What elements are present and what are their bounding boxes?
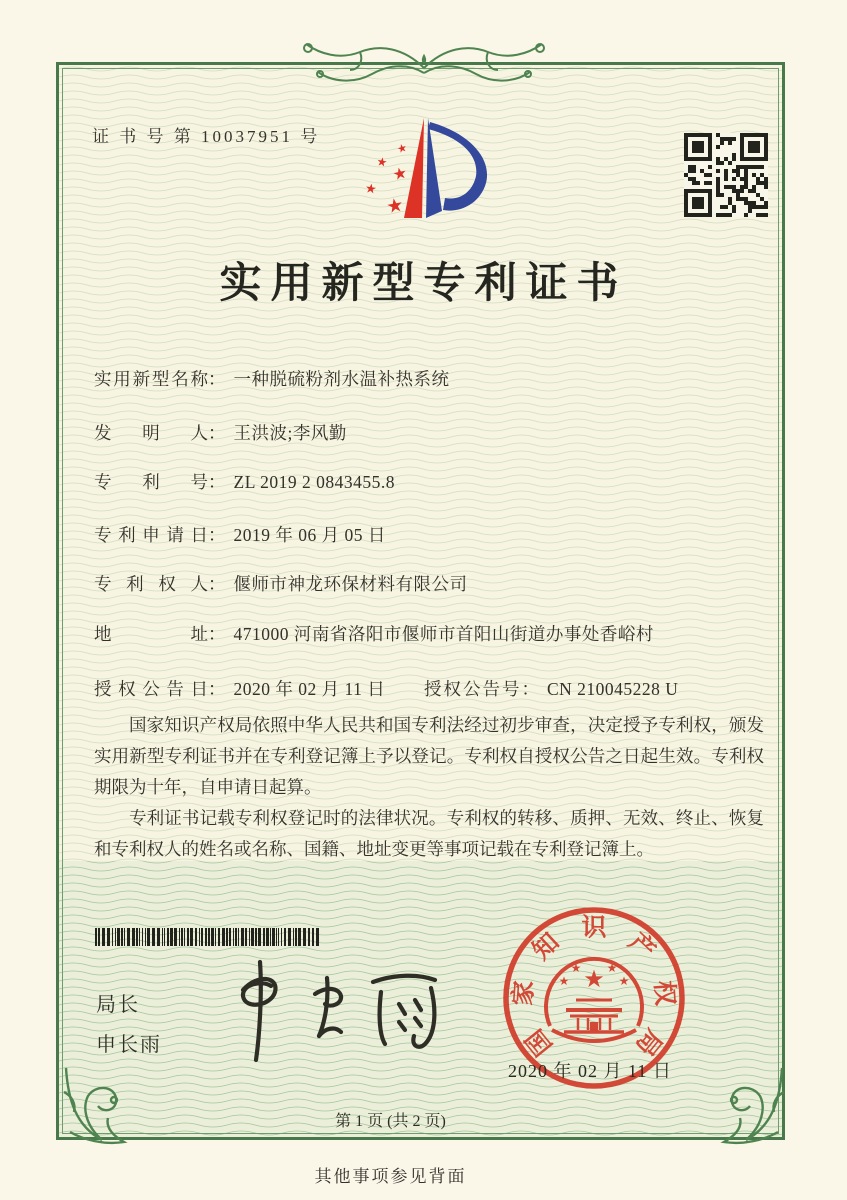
field-label: 授权公告号 — [424, 679, 522, 699]
svg-text:★: ★ — [606, 961, 618, 975]
field-label: 授权公告日 — [94, 679, 208, 699]
field-label: 专利权人 — [94, 574, 208, 594]
bottom-right-flourish — [700, 1062, 790, 1147]
field-utility-model-name: 实用新型名称： 一种脱硫粉剂水温补热系统 — [94, 366, 784, 391]
top-border-ornament — [294, 40, 554, 94]
field-filing-date: 专利申请日： 2019 年 06 月 05 日 — [94, 522, 784, 547]
field-patent-number: 专利号： ZL 2019 2 0843455.8 — [94, 469, 784, 494]
field-patentee: 专利权人： 偃师市神龙环保材料有限公司 — [94, 571, 784, 596]
svg-text:★: ★ — [583, 967, 605, 993]
svg-text:★: ★ — [391, 164, 409, 185]
svg-text:国: 国 — [521, 1023, 558, 1061]
legal-text-block — [94, 710, 764, 865]
field-label: 发明人 — [94, 423, 208, 443]
certificate-number: 证 书 号 第 10037951 号 — [92, 127, 321, 146]
field-grant-publication: 授权公告日： 2020 年 02 月 11 日 授权公告号： CN 210045228 U — [94, 676, 784, 701]
field-value: ZL 2019 2 0843455.8 — [233, 472, 395, 492]
page-number: 第 1 页 (共 2 页) — [335, 1113, 446, 1130]
svg-text:★: ★ — [384, 194, 406, 219]
field-value: CN 210045228 U — [547, 679, 679, 699]
qr-code — [684, 133, 768, 217]
svg-text:知: 知 — [527, 928, 565, 966]
legal-paragraph-1: 国家知识产权局依照中华人民共和国专利法经过初步审查，决定授予专利权，颁发实用新型专利证书并在专利登记簿上予以登记。专利权自授权公告之日起生效。专利权期限为十年，自申请日起算。 — [94, 715, 764, 797]
svg-text:★: ★ — [570, 961, 582, 975]
field-label: 专利申请日 — [94, 525, 208, 545]
field-address: 地址： 471000 河南省洛阳市偃师市首阳山街道办事处香峪村 — [94, 621, 784, 646]
svg-text:权: 权 — [649, 979, 679, 1007]
field-grant-publication-number: 授权公告号： CN 210045228 U — [424, 676, 678, 701]
legal-paragraph-2: 专利证书记载专利权登记时的法律状况。专利权的转移、质押、无效、终止、恢复和专利权人的姓名或名称、国籍、地址变更等事项记载在专利登记簿上。 — [94, 808, 764, 859]
svg-text:★: ★ — [558, 974, 570, 988]
field-value: 471000 河南省洛阳市偃师市首阳山街道办事处香峪村 — [233, 624, 654, 644]
director-title: 局长 — [96, 994, 140, 1016]
field-value: 2020 年 02 月 11 日 — [233, 679, 386, 699]
cnipa-logo-icon — [358, 112, 498, 236]
field-label: 地址 — [94, 624, 208, 644]
field-value: 2019 年 06 月 05 日 — [233, 525, 386, 545]
field-inventors: 发明人： 王洪波;李风勤 — [94, 420, 784, 445]
back-side-note: 其他事项参见背面 — [314, 1167, 467, 1186]
svg-text:★: ★ — [618, 974, 630, 988]
director-name: 申长雨 — [96, 1034, 162, 1056]
field-value: 偃师市神龙环保材料有限公司 — [233, 574, 468, 594]
svg-text:产: 产 — [623, 928, 661, 966]
svg-text:★: ★ — [364, 180, 378, 197]
handwritten-signature — [215, 948, 445, 1068]
svg-text:★: ★ — [375, 154, 389, 170]
field-label: 实用新型名称 — [94, 369, 208, 389]
field-value: 王洪波;李风勤 — [233, 423, 347, 443]
svg-text:★: ★ — [395, 141, 409, 157]
certificate-title: 实用新型专利证书 — [219, 261, 628, 307]
bottom-left-flourish — [58, 1062, 148, 1147]
field-label: 专利号 — [94, 472, 208, 492]
svg-text:识: 识 — [581, 914, 607, 942]
field-value: 一种脱硫粉剂水温补热系统 — [233, 369, 450, 389]
seal-date: 2020 年 02 月 11 日 — [508, 1061, 672, 1081]
barcode — [95, 928, 319, 946]
svg-text:家: 家 — [509, 979, 539, 1007]
svg-text:局: 局 — [630, 1023, 667, 1061]
